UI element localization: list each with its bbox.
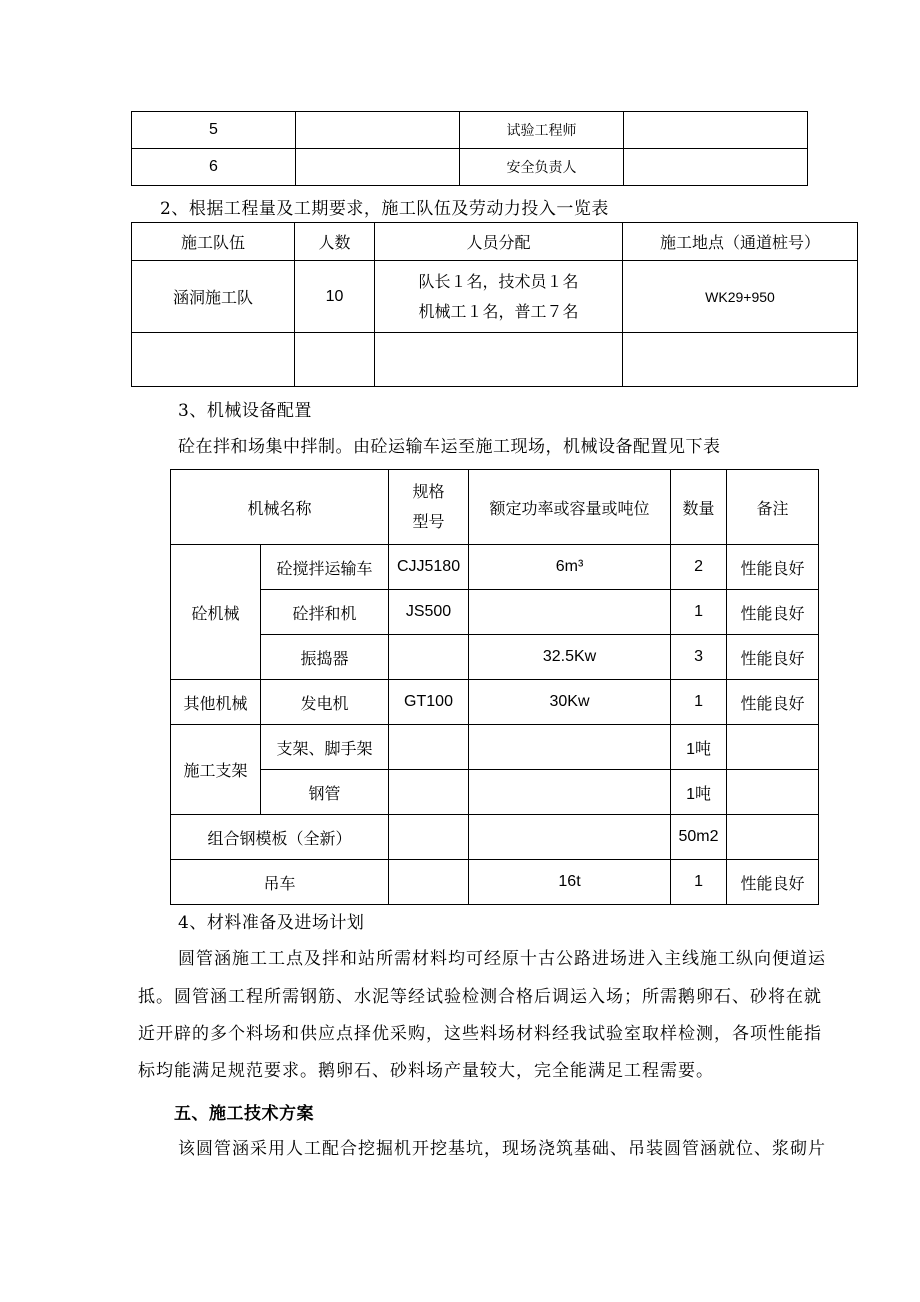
- table-row: [171, 815, 819, 860]
- machine-note: 性能良好: [727, 590, 819, 635]
- labor-table: [131, 222, 858, 387]
- column-header: 额定功率或容量或吨位: [469, 470, 671, 545]
- machine-qty: 1吨: [671, 725, 727, 770]
- table-row: [171, 635, 819, 680]
- table-row: [132, 149, 808, 186]
- machine-name: 组合钢模板（全新）: [171, 815, 389, 860]
- row-number: 6: [132, 149, 296, 186]
- section-4-heading: 4、材料准备及进场计划: [178, 913, 365, 933]
- column-header: 备注: [727, 470, 819, 545]
- section-5-heading: 五、施工技术方案: [174, 1104, 314, 1124]
- machine-note: [727, 725, 819, 770]
- allocation-line-1: 队长１名，技术员１名: [418, 271, 579, 291]
- table-row: [171, 860, 819, 905]
- machine-spec: [389, 860, 469, 905]
- machine-power: 16t: [469, 860, 671, 905]
- machine-qty: 3: [671, 635, 727, 680]
- count-cell: 10: [295, 261, 375, 333]
- empty-cell: [296, 149, 460, 186]
- empty-cell: [624, 112, 808, 149]
- spec-header-line-1: 规格: [412, 482, 445, 501]
- machine-name: 砼搅拌运输车: [261, 545, 389, 590]
- machine-qty: 1: [671, 590, 727, 635]
- allocation-line-2: 机械工１名，普工７名: [418, 301, 579, 321]
- machine-spec: [389, 725, 469, 770]
- empty-cell: [624, 149, 808, 186]
- spec-header-line-2: 型号: [412, 512, 445, 531]
- machine-qty: 1: [671, 860, 727, 905]
- machine-spec: JS500: [389, 590, 469, 635]
- section-4-line-4: 标均能满足规范要求。鹅卵石、砂料场产量较大，完全能满足工程需要。: [138, 1061, 714, 1081]
- empty-cell: [296, 112, 460, 149]
- machine-note: 性能良好: [727, 635, 819, 680]
- machine-spec: [389, 635, 469, 680]
- machine-note: 性能良好: [727, 680, 819, 725]
- machine-power: 6m³: [469, 545, 671, 590]
- column-header: [389, 470, 469, 545]
- machine-qty: 1吨: [671, 770, 727, 815]
- table-row: [132, 261, 858, 333]
- machine-spec: CJJ5180: [389, 545, 469, 590]
- location-cell: WK29+950: [623, 261, 858, 333]
- machine-power: 32.5Kw: [469, 635, 671, 680]
- machine-name: 钢管: [261, 770, 389, 815]
- section-3-heading: 3、机械设备配置: [178, 401, 312, 421]
- machine-power: [469, 815, 671, 860]
- group-cell: 其他机械: [171, 680, 261, 725]
- column-header: 施工队伍: [132, 223, 295, 261]
- machine-spec: GT100: [389, 680, 469, 725]
- section-4-line-1: 圆管涵施工工点及拌和站所需材料均可经原十古公路进场进入主线施工纵向便道运: [178, 949, 826, 969]
- machine-qty: 1: [671, 680, 727, 725]
- machine-name: 振捣器: [261, 635, 389, 680]
- machine-name: 砼拌和机: [261, 590, 389, 635]
- machine-name: 发电机: [261, 680, 389, 725]
- row-number: 5: [132, 112, 296, 149]
- machine-name: 支架、脚手架: [261, 725, 389, 770]
- staff-table: [131, 111, 808, 186]
- machine-note: 性能良好: [727, 545, 819, 590]
- table-header-row: [171, 470, 819, 545]
- machine-power: 30Kw: [469, 680, 671, 725]
- group-cell: 砼机械: [171, 545, 261, 680]
- table-row: [171, 590, 819, 635]
- machine-power: [469, 590, 671, 635]
- table-header-row: [132, 223, 858, 261]
- section-5-line-1: 该圆管涵采用人工配合挖掘机开挖基坑，现场浇筑基础、吊装圆管涵就位、浆砌片: [178, 1139, 826, 1159]
- column-header: 数量: [671, 470, 727, 545]
- role-cell: 安全负责人: [460, 149, 624, 186]
- table-row: [132, 112, 808, 149]
- role-cell: 试验工程师: [460, 112, 624, 149]
- machine-power: [469, 770, 671, 815]
- machine-note: 性能良好: [727, 860, 819, 905]
- section-2-heading: 2、根据工程量及工期要求，施工队伍及劳动力投入一览表: [160, 199, 609, 219]
- table-row: [171, 725, 819, 770]
- table-row: [171, 680, 819, 725]
- section-4-line-2: 抵。圆管涵工程所需钢筋、水泥等经试验检测合格后调运入场；所需鹅卵石、砂将在就: [138, 987, 822, 1007]
- column-header: 施工地点（通道桩号）: [623, 223, 858, 261]
- equipment-table: [170, 469, 819, 905]
- column-header: 机械名称: [171, 470, 389, 545]
- machine-note: [727, 770, 819, 815]
- column-header: 人员分配: [375, 223, 623, 261]
- machine-name: 吊车: [171, 860, 389, 905]
- table-row: [171, 545, 819, 590]
- team-cell: 涵洞施工队: [132, 261, 295, 333]
- machine-note: [727, 815, 819, 860]
- column-header: 人数: [295, 223, 375, 261]
- table-row: [171, 770, 819, 815]
- allocation-cell: [375, 261, 623, 333]
- machine-qty: 50m2: [671, 815, 727, 860]
- section-4-line-3: 近开辟的多个料场和供应点择优采购，这些料场材料经我试验室取样检测，各项性能指: [138, 1024, 822, 1044]
- machine-spec: [389, 815, 469, 860]
- machine-spec: [389, 770, 469, 815]
- section-3-intro: 砼在拌和场集中拌制。由砼运输车运至施工现场，机械设备配置见下表: [178, 437, 721, 457]
- group-cell: 施工支架: [171, 725, 261, 815]
- machine-qty: 2: [671, 545, 727, 590]
- table-row: [132, 333, 858, 387]
- machine-power: [469, 725, 671, 770]
